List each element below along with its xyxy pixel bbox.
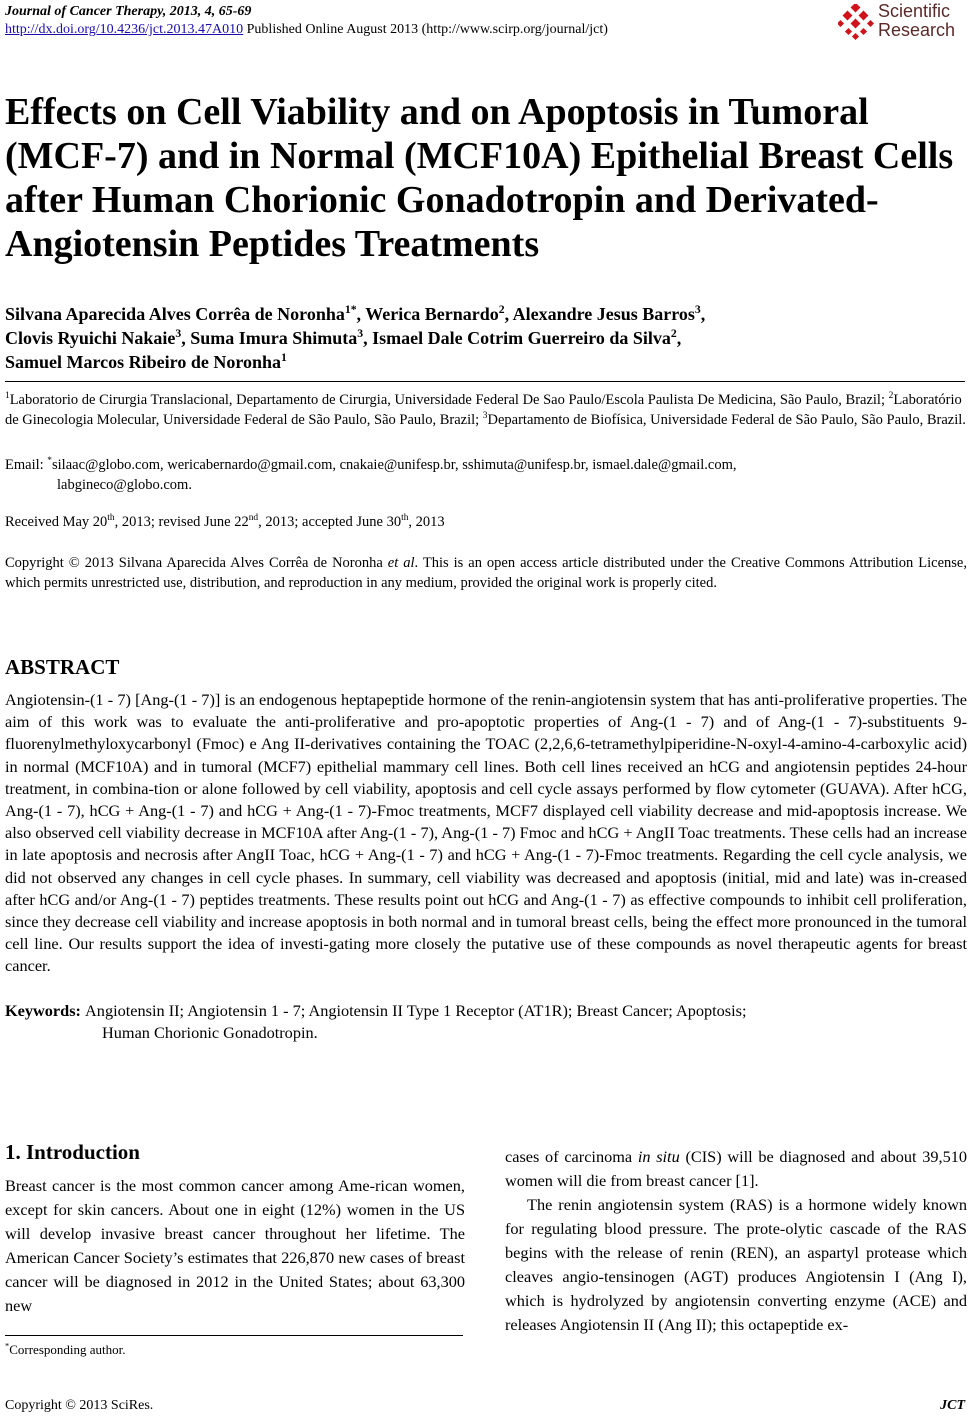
header-divider [5, 381, 965, 382]
section-heading: 1. Introduction [5, 1140, 140, 1164]
published-info: Published Online August 2013 (http://www.scirp.org/journal/jct) [243, 22, 608, 37]
paper-title: Effects on Cell Viability and on Apoptosis in Tumoral (MCF-7) and in Normal (MCF10A) Epithelial Breast Cells after Human Chorionic Gonadotropin and Derivated-Angiotensin Peptides Treatments [5, 91, 954, 265]
journal-citation: Journal of Cancer Therapy, 2013, 4, 65-69 [5, 4, 252, 19]
footnote: *Corresponding author. [5, 1340, 126, 1357]
intro-left-column [5, 1140, 465, 1318]
abstract-heading: ABSTRACT [5, 655, 120, 679]
author-list [5, 302, 960, 374]
author: Ismael Dale Cotrim Guerreiro da Silva$^2$, [372, 327, 682, 348]
email-block: Email: *silaac@globo.com, wericabernardo@gmail.com, cnakaie@unifesp.br, sshimuta@unifesp.br, ismael.dale@gmail.com, labgineco@globo.com. [5, 455, 967, 495]
author: Samuel Marcos Ribeiro de Noronha$^1$ [5, 351, 287, 372]
publisher-logo-text: Scientific Research [878, 1, 956, 40]
abstract-text: Angiotensin-(1 - 7) [Ang-(1 - 7)] is an endogenous heptapeptide hormone of the renin-angiotensin system that has anti-proliferative properties. The aim of this work was to evaluate the anti-proliferative and pro-apoptotic properties of Ang-(1 - 7) and of Ang-(1 - 7)-substituents 9-fluorenylmethyloxycarbonyl (Fmoc) e Ang II-derivatives containing the TOAC (2,2,6,6-tetramethylpiperidine-N-oxyl-4-amino-4-carboxylic acid) in normal (MCF10A) and in tumoral (MCF7) epithelial mammary cell lines. Both cell lines received an hCG and angiotensin peptides 24-hour treatment, in combina-tion or alone followed by cell viability, apoptosis and cell cycle assays performed by flow cytometer (GUAVA). After hCG, Ang-(1 - 7), hCG + Ang-(1 - 7) and hCG + Ang-(1 - 7)-Fmoc treatments, MCF7 displayed cell viability decrease and mid-apoptosis increase. We also observed cell viability decrease in MCF10A after Ang-(1 - 7), Ang-(1 - 7) Fmoc and hCG + AngII Toac treatments. These cells had an increase in late apoptosis and necrosis after AngII Toac, hCG + Ang-(1 - 7) and hCG + Ang-(1 - 7)-Fmoc treatments. Regarding the cell cycle analysis, we did not observed any changes in cell cycle phases. In summary, cell viability was decreased and apoptosis (initial, mid and late) was in-creased after hCG and/or Ang-(1 - 7) peptides treatments. These results point out hCG and Ang-(1 - 7) as effective compounds to inhibit cell proliferation, since they decrease cell viability and increase apoptosis in both normal and in tumoral breast cells, being the effect more pronounced in the tumoral cell line. Our results support the idea of investi-gating more closely the putative use of these compounds as novel therapeutic agents for breast cancer. [5, 690, 967, 976]
footer-copyright: Copyright © 2013 SciRes. [5, 1398, 154, 1413]
intro-paragraph: The renin angiotensin system (RAS) is a hormone widely known for regulating blood pressure. The prote-olytic cascade of the RAS begins with the release of renin (REN), an aspartyl protease which cleaves angio-tensinogen (AGT) produces Angiotensin I (Ang I), which is hydrolyzed by angiotensin converting enzyme (ACE) and releases Angiotensin II (Ang II); this octapeptide ex- [505, 1195, 967, 1334]
footer-journal: JCT [940, 1398, 965, 1413]
doi-link[interactable]: http://dx.doi.org/10.4236/jct.2013.47A010 [5, 22, 244, 37]
keywords-label: Keywords: [5, 1001, 86, 1020]
doi-line [5, 22, 608, 38]
author: Werica Bernardo$^2$, [365, 303, 513, 324]
email-addresses: silaac@globo.com, wericabernardo@gmail.com, cnakaie@unifesp.br, sshimuta@unifesp.br, ismael.dale@gmail.com, [52, 457, 737, 473]
publisher-logo [838, 2, 966, 44]
author: Silvana Aparecida Alves Corrêa de Noronha$^{1*}$, [5, 303, 366, 324]
received-dates: Received May 20th, 2013; revised June 22nd, 2013; accepted June 30th, 2013 [5, 513, 445, 530]
author: Suma Imura Shimuta$^3$, [190, 327, 373, 348]
author: Clovis Ryuichi Nakaie$^3$, [5, 327, 191, 348]
author: Alexandre Jesus Barros$^3$, [512, 303, 706, 324]
footnote-divider [5, 1335, 463, 1336]
email-addresses-cont: labgineco@globo.com. [57, 477, 192, 493]
intro-paragraph: Breast cancer is the most common cancer among Ame-rican women, except for skin cancers. About one in eight (12%) women in the US will develop invasive breast cancer throughout her lifetime. The American Cancer Society’s estimates that 226,870 new cases of breast cancer will be diagnosed in 2012 in the United States; about 63,300 new [5, 1176, 465, 1315]
intro-right-column [505, 1145, 967, 1337]
copyright-notice: Copyright © 2013 Silvana Aparecida Alves Corrêa de Noronha et al. This is an open access article distributed under the Creative Commons Attribution License, which permits unrestricted use, distribution, and reproduction in any medium, provided the original work is properly cited. [5, 555, 967, 591]
keywords: Keywords: Angiotensin II; Angiotensin 1 - 7; Angiotensin II Type 1 Receptor (AT1R); Breast Cancer; Apoptosis; Human Chorionic Gonadotropin. [5, 1001, 747, 1042]
intro-paragraph: cases of carcinoma in situ (CIS) will be diagnosed and about 39,510 women will die from breast cancer [1]. [505, 1147, 968, 1190]
publisher-logo-icon [838, 4, 874, 40]
affiliations: $^1$Laboratorio de Cirurgia Translacional, Departamento de Cirurgia, Universidade Federal De Sao Paulo/Escola Paulista De Medicina, São Paulo, Brazil; $^2$Laboratório de Ginecologia Molecular, Universidade Federal de São Paulo, São Paulo, Brazil; $^3$Departamento de Biofísica, Universidade Federal de São Paulo, São Paulo, Brazil. [5, 391, 966, 428]
